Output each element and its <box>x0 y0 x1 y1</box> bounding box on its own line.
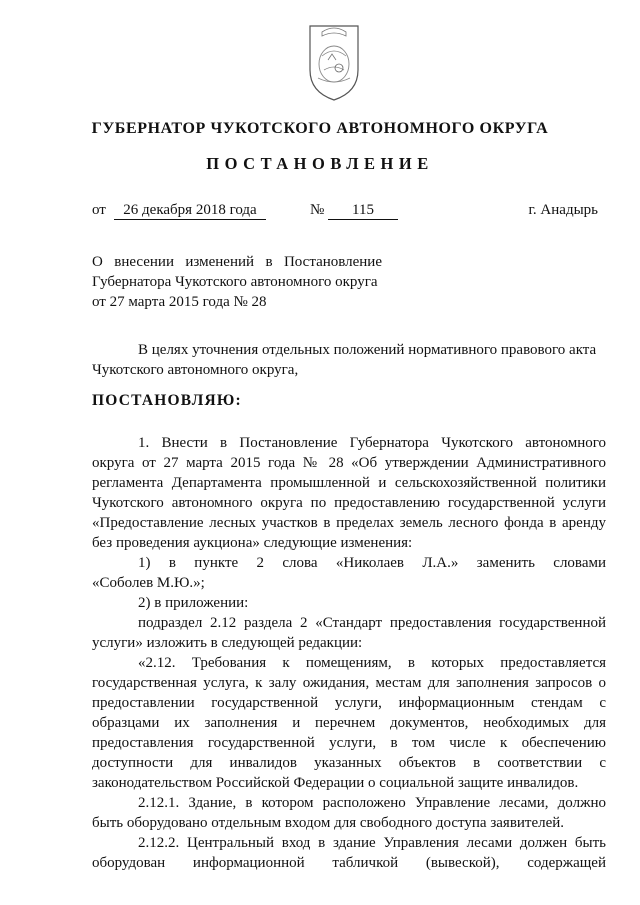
body-line: регламента Департамента промышленной и сельскохозяйственной политики <box>92 475 606 491</box>
body-line: «Предоставление лесных участков в пределах земель лесного фонда в аренду <box>92 515 606 531</box>
body-line: округа от 27 марта 2015 года № 28 «Об утверждении Административного <box>92 455 606 471</box>
decree-body <box>92 433 606 873</box>
document-date: 26 декабря 2018 года <box>114 202 266 220</box>
document-number: 115 <box>328 202 398 220</box>
body-line: доступности для инвалидов указанных объектов в соответствии с <box>92 755 606 771</box>
body-line: 2) в приложении: <box>138 595 249 611</box>
date-prefix-label: от <box>92 202 106 218</box>
body-line: «Соболев М.Ю.»; <box>92 575 205 591</box>
body-line: предоставлении государственной услуги, информационным стендам с <box>92 695 606 711</box>
body-line: 1) в пункте 2 слова «Николаев Л.А.» заменить словами <box>138 555 606 571</box>
body-line: предоставления государственной услуги, в том числе к обеспечению <box>92 735 606 751</box>
document-meta <box>92 202 598 224</box>
subject-line: от 27 марта 2015 года № 28 <box>92 294 267 310</box>
preamble-line: В целях уточнения отдельных положений нормативного правового акта <box>138 342 597 358</box>
preamble <box>92 340 606 380</box>
document-type-title: ПОСТАНОВЛЕНИЕ <box>206 154 434 173</box>
body-line: 1. Внести в Постановление Губернатора Чукотского автономного <box>138 435 606 451</box>
authority-title: ГУБЕРНАТОР ЧУКОТСКОГО АВТОНОМНОГО ОКРУГА <box>91 120 549 137</box>
document-subject <box>92 252 382 312</box>
body-line: быть оборудовано отдельным входом для свободного доступа заявителей. <box>92 815 565 831</box>
body-line: без проведения аукциона» следующие изменения: <box>92 535 413 551</box>
preamble-line: Чукотского автономного округа, <box>92 362 299 378</box>
subject-line: О внесении изменений в Постановление <box>92 254 382 270</box>
number-label: № <box>310 202 325 218</box>
body-line: 2.12.2. Центральный вход в здание Управления лесами должен быть <box>138 835 606 851</box>
body-line: подраздел 2.12 раздела 2 «Стандарт предоставления государственной <box>138 615 606 631</box>
body-line: законодательством Российской Федерации о социальной защите инвалидов. <box>92 775 579 791</box>
body-line: 2.12.1. Здание, в котором расположено Управление лесами, должно <box>138 795 606 811</box>
body-line: «2.12. Требования к помещениям, в которых предоставляется <box>138 655 606 671</box>
body-line: услуги» изложить в следующей редакции: <box>92 635 363 651</box>
decree-heading: ПОСТАНОВЛЯЮ: <box>92 392 242 409</box>
document-city: г. Анадырь <box>528 202 598 218</box>
body-line: образцами их заполнения и перечнем документов, необходимых для <box>92 715 606 731</box>
body-line: государственная услуга, к залу ожидания, местам для заполнения запросов о <box>92 675 606 691</box>
body-line: Чукотского автономного округа по предоставлению государственной услуги <box>92 495 606 511</box>
subject-line: Губернатора Чукотского автономного округа <box>92 274 378 290</box>
body-line: оборудован информационной табличкой (вывеской), содержащей <box>92 855 606 871</box>
chukotka-coat-of-arms-icon <box>306 20 362 102</box>
